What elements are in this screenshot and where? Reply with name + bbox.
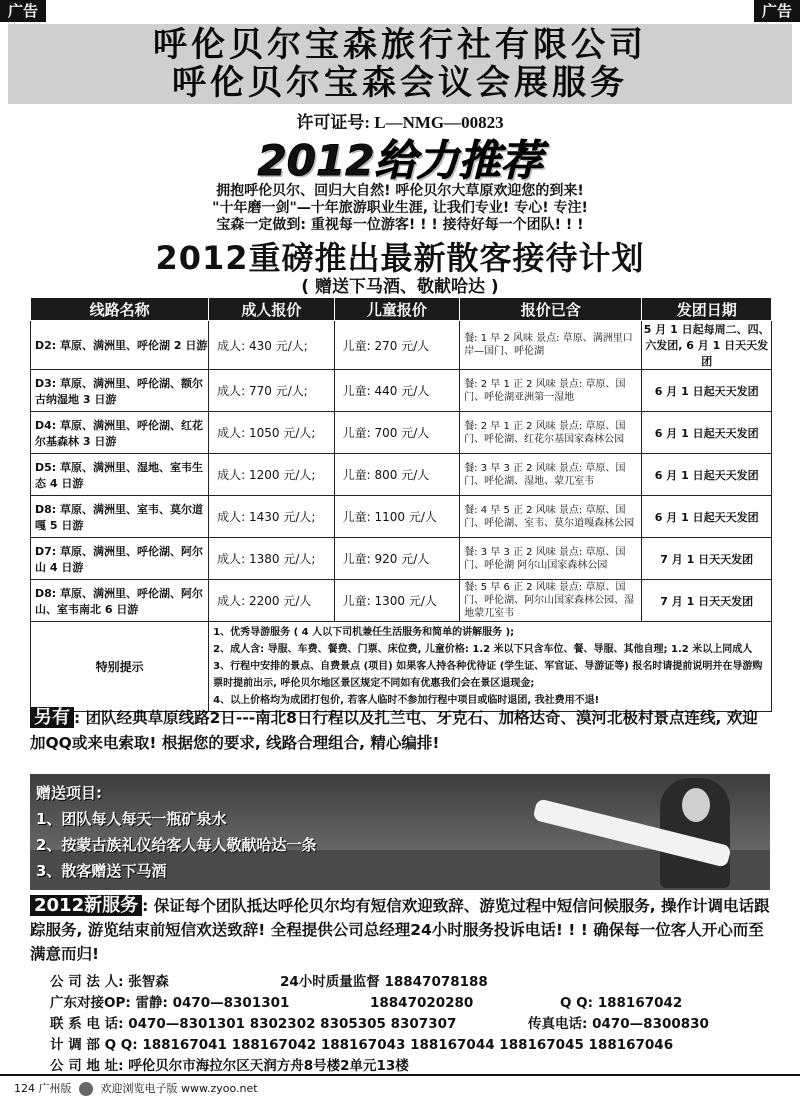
gift-item: 2、按蒙古族礼仪给客人每人敬献哈达一条 xyxy=(36,836,317,854)
child-price: 儿童: 1300 元/人 xyxy=(334,580,460,622)
new-service-paragraph xyxy=(30,894,772,966)
footer-divider xyxy=(0,1074,800,1076)
col-header-child: 儿童报价 xyxy=(334,298,460,321)
price-includes: 餐: 2 早 1 正 2 风味 景点: 草原、国门、呼伦湖、红花尔基国家森林公园 xyxy=(460,412,642,454)
contact-row xyxy=(50,972,770,993)
gift-item: 1、团队每人每天一瓶矿泉水 xyxy=(36,810,227,828)
departure-date: 7 月 1 日天天发团 xyxy=(642,580,772,622)
service-tag: 2012新服务 xyxy=(30,895,142,916)
table-row xyxy=(31,412,772,454)
company-qq: Q Q: 188167042 xyxy=(560,995,683,1011)
gift-banner xyxy=(30,774,770,890)
extra-routes-paragraph xyxy=(30,705,772,756)
legal-person: 公 司 法 人: 张智森 xyxy=(50,974,169,990)
notes-content xyxy=(209,622,772,712)
company-address: 公 司 地 址: 呼伦贝尔市海拉尔区天润方舟8号楼2单元13楼 xyxy=(50,1058,409,1074)
company-name-line1: 呼伦贝尔宝森旅行社有限公司 xyxy=(153,25,647,65)
departure-date: 6 月 1 日起天天发团 xyxy=(642,496,772,538)
company-header xyxy=(8,24,792,104)
price-includes: 餐: 4 早 5 正 2 风味 景点: 草原、国门、呼伦湖、室韦、莫尔道嘎森林公园 xyxy=(460,496,642,538)
adult-price: 成人: 1200 元/人; xyxy=(209,454,335,496)
logo-icon xyxy=(79,1082,93,1096)
child-price: 儿童: 920 元/人 xyxy=(334,538,460,580)
intro-line: 宝森一定做到: 重视每一位游客! ! ! 接待好每一个团队! ! ! xyxy=(216,217,584,233)
adult-price: 成人: 770 元/人; xyxy=(209,370,335,412)
table-row xyxy=(31,538,772,580)
note-item: 3、行程中安排的景点、自费景点 (项目) 如果客人持各种优待证 (学生证、军官证、导游证等) 报名时请提前说明并在导游购票时提前出示, 呼伦贝尔地区景区规定不同如有优惠我们会在景区退现金; xyxy=(213,661,763,689)
notes-label: 特别提示 xyxy=(31,622,209,712)
edition-label: 广州版 xyxy=(38,1082,72,1095)
adult-price: 成人: 1380 元/人; xyxy=(209,538,335,580)
route-name: D8: 草原、满洲里、室韦、莫尔道嘎 5 日游 xyxy=(31,496,209,538)
table-row xyxy=(31,454,772,496)
route-name: D5: 草原、满洲里、湿地、室韦生态 4 日游 xyxy=(31,454,209,496)
price-includes: 餐: 3 早 3 正 2 风味 景点: 草原、国门、呼伦湖 阿尔山国家森林公园 xyxy=(460,538,642,580)
departure-date: 6 月 1 日起天天发团 xyxy=(642,370,772,412)
quality-hotline: 24小时质量监督 18847078188 xyxy=(280,974,488,990)
intro-line: "十年磨一剑"—十年旅游职业生涯, 让我们专业! 专心! 专注! xyxy=(212,200,588,216)
intro-text xyxy=(0,183,800,234)
planning-qq: 计 调 部 Q Q: 188167041 188167042 188167043 188167044 188167045 188167046 xyxy=(50,1037,674,1053)
slogan-title: 2012给力推荐 xyxy=(257,136,543,185)
contact-row xyxy=(50,1014,770,1035)
price-includes: 餐: 2 早 1 正 2 风味 景点: 草原、国门、呼伦湖亚洲第一湿地 xyxy=(460,370,642,412)
col-header-adult: 成人报价 xyxy=(209,298,335,321)
ad-tag-left: 广告 xyxy=(0,0,46,22)
guangdong-mobile: 18847020280 xyxy=(370,995,474,1011)
table-row xyxy=(31,580,772,622)
route-name: D7: 草原、满洲里、呼伦湖、阿尔山 4 日游 xyxy=(31,538,209,580)
child-price: 儿童: 440 元/人 xyxy=(334,370,460,412)
route-name: D8: 草原、满洲里、呼伦湖、阿尔山、室韦南北 6 日游 xyxy=(31,580,209,622)
page-number: 124 xyxy=(14,1082,35,1095)
contact-phone: 联 系 电 话: 0470—8301301 8302302 8305305 8307307 xyxy=(50,1016,457,1032)
extra-tag: 另有 xyxy=(30,707,74,728)
departure-date: 6 月 1 日起天天发团 xyxy=(642,412,772,454)
gift-item: 3、散客赠送下马酒 xyxy=(36,862,167,880)
adult-price: 成人: 1050 元/人; xyxy=(209,412,335,454)
ad-tag-right: 广告 xyxy=(754,0,800,22)
adult-price: 成人: 2200 元/人 xyxy=(209,580,335,622)
gift-title: 赠送项目: xyxy=(36,784,102,802)
contact-row xyxy=(50,993,770,1014)
contact-block xyxy=(50,972,770,1077)
price-includes: 餐: 5 早 6 正 2 风味 景点: 草原、国门、呼伦湖、阿尔山国家森林公园、湿地蒙兀室韦 xyxy=(460,580,642,622)
note-item: 2、成人含: 导服、车费、餐费、门票、床位费, 儿童价格: 1.2 米以下只含车位、餐、导服、其他自理; 1.2 米以上同成人 xyxy=(213,644,753,655)
departure-date: 6 月 1 日起天天发团 xyxy=(642,454,772,496)
intro-line: 拥抱呼伦贝尔、回归大自然! 呼伦贝尔大草原欢迎您的到来! xyxy=(216,183,584,199)
plan-subtitle: ( 赠送下马酒、敬献哈达 ) xyxy=(301,277,499,297)
table-header-row xyxy=(31,298,772,321)
adult-price: 成人: 430 元/人; xyxy=(209,321,335,370)
child-price: 儿童: 270 元/人 xyxy=(334,321,460,370)
col-header-route: 线路名称 xyxy=(31,298,209,321)
guangdong-op: 广东对接OP: 雷静: 0470—8301301 xyxy=(50,995,290,1011)
route-name: D4: 草原、满洲里、呼伦湖、红花尔基森林 3 日游 xyxy=(31,412,209,454)
table-row xyxy=(31,370,772,412)
company-name-line2: 呼伦贝尔宝森会议会展服务 xyxy=(172,63,628,103)
table-row xyxy=(31,496,772,538)
plan-title: 2012重磅推出最新散客接待计划 xyxy=(155,239,645,277)
notes-row xyxy=(31,622,772,712)
contact-row xyxy=(50,1035,770,1056)
child-price: 儿童: 700 元/人 xyxy=(334,412,460,454)
price-includes: 餐: 1 早 2 风味 景点: 草原、满洲里口岸—国门、呼伦湖 xyxy=(460,321,642,370)
route-name: D2: 草原、满洲里、呼伦湖 2 日游 xyxy=(31,321,209,370)
child-price: 儿童: 800 元/人 xyxy=(334,454,460,496)
table-row xyxy=(31,321,772,370)
col-header-include: 报价已含 xyxy=(460,298,642,321)
service-text: : 保证每个团队抵达呼伦贝尔均有短信欢迎致辞、游览过程中短信问候服务, 操作计调电话跟踪服务, 游览结束前短信欢送致辞! 全程提供公司总经理24小时服务投诉电话! ! ! 确保每一位客人开心而至满意而归! xyxy=(30,897,770,963)
price-includes: 餐: 3 早 3 正 2 风味 景点: 草原、国门、呼伦湖、湿地、蒙兀室韦 xyxy=(460,454,642,496)
page-footer xyxy=(14,1080,258,1096)
child-price: 儿童: 1100 元/人 xyxy=(334,496,460,538)
fax-number: 传真电话: 0470—8300830 xyxy=(528,1016,709,1032)
face-shape xyxy=(682,788,710,822)
note-item: 4、以上价格均为成团打包价, 若客人临时不参加行程中项目或临时退团, 我社费用不退! xyxy=(213,695,600,706)
route-name: D3: 草原、满洲里、呼伦湖、额尔古纳湿地 3 日游 xyxy=(31,370,209,412)
extra-text: : 团队经典草原线路2日---南北8日行程以及扎兰屯、牙克石、加格达奇、漠河北极村景点连线, 欢迎加QQ或来电索取! 根据您的要求, 线路合理组合, 精心编排! xyxy=(30,709,758,752)
gift-list xyxy=(36,780,316,884)
note-item: 1、优秀导游服务 ( 4 人以下司机兼任生活服务和简单的讲解服务 ); xyxy=(213,627,515,638)
route-price-table xyxy=(30,297,772,712)
col-header-date: 发团日期 xyxy=(642,298,772,321)
adult-price: 成人: 1430 元/人; xyxy=(209,496,335,538)
footer-text: 欢迎浏览电子版 www.zyoo.net xyxy=(100,1082,258,1095)
license-number: 许可证号: L—NMG—00823 xyxy=(296,113,504,132)
departure-date: 7 月 1 日天天发团 xyxy=(642,538,772,580)
departure-date: 5 月 1 日起每周二、四、六发团, 6 月 1 日天天发团 xyxy=(642,321,772,370)
